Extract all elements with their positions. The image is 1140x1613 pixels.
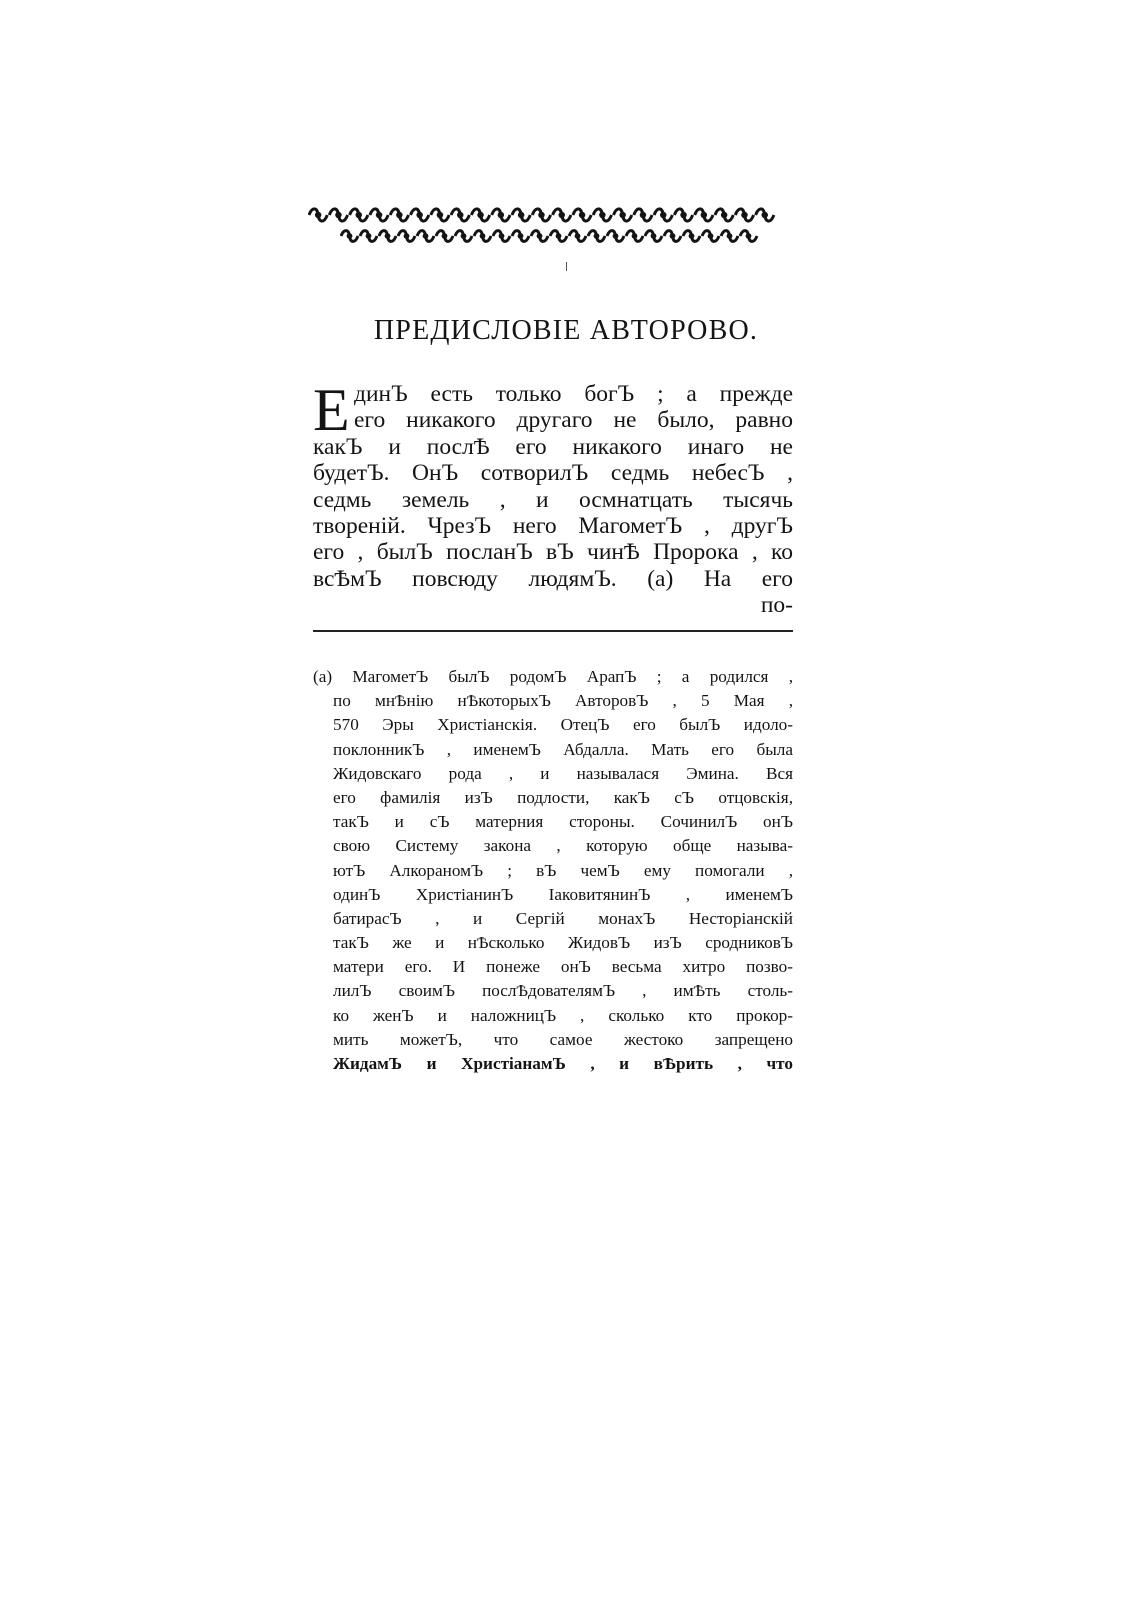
footnote-line: поклонникЪ , именемЪ Абдалла. Мать его была	[333, 739, 793, 759]
footnote-line: одинЪ ХристіанинЪ ІаковитянинЪ , именемЪ	[333, 884, 793, 904]
ornament-dot	[680, 212, 686, 218]
drop-cap: Е	[313, 377, 350, 443]
ornament-dot	[746, 233, 752, 239]
ornament-dot	[366, 233, 372, 239]
ornament-dot	[423, 233, 429, 239]
ornament-dot	[579, 212, 585, 218]
ornament-dot	[708, 233, 714, 239]
body-line: его никакого другаго не было, равно	[354, 407, 793, 434]
ornament-dot	[727, 233, 733, 239]
ornament-dot	[670, 233, 676, 239]
body-line: динЪ есть только богЪ ; а прежде	[354, 381, 793, 407]
ornament-dot	[689, 233, 695, 239]
footnote-line: такЪ и сЪ матерния стороны. СочинилЪ онЪ	[333, 812, 793, 832]
body-line: твореній. ЧрезЪ него МагометЪ , другЪ	[313, 512, 793, 539]
ornament-dot	[347, 233, 353, 239]
ornament-dot	[356, 212, 362, 218]
footnote-line: Жидовскаго рода , и называлася Эмина. Вся	[333, 763, 793, 783]
ornament-dot	[442, 233, 448, 239]
ornament-dot	[480, 233, 486, 239]
ornament-dot	[537, 233, 543, 239]
ornament-dot	[499, 233, 505, 239]
ornament-dot	[762, 212, 768, 218]
body-line: седмь земель , и осмнатцать тысячь	[313, 486, 793, 513]
footnote-line: свою Систему закона , которую обще называ-	[333, 836, 793, 856]
ornament-dot	[701, 212, 707, 218]
ornament-dot	[335, 212, 341, 218]
ornament-dot	[461, 233, 467, 239]
footnote-line: лилЪ своимЪ послѢдователямЪ , имѢть столь-	[333, 981, 793, 1001]
ornament-dot	[315, 212, 321, 218]
ornament-dot	[594, 233, 600, 239]
ornament-dot	[559, 212, 565, 218]
body-line: всѢмЪ повсюду людямЪ. (a) На его	[313, 565, 793, 592]
footnote	[313, 665, 793, 1076]
footnote-line: его фамилія изЪ подлости, какЪ сЪ отцовскія,	[333, 787, 793, 807]
ornament-dot	[404, 233, 410, 239]
ornament-dot	[538, 212, 544, 218]
ornament-dot	[518, 212, 524, 218]
ornament-dot	[518, 233, 524, 239]
body-line: какЪ и послѢ его никакого инаго не	[313, 433, 793, 460]
ornament-dot	[556, 233, 562, 239]
ornament-dot	[660, 212, 666, 218]
ornament-dot	[437, 212, 443, 218]
catchword: по-	[760, 592, 793, 619]
footnote-line: ко женЪ и наложницЪ , сколько кто прокор-	[333, 1005, 793, 1025]
body-line: будетЪ. ОнЪ сотворилЪ седмь небесЪ ,	[313, 460, 793, 487]
footnote-line: ЖидамЪ и ХристіанамЪ , и вѢрить , что	[333, 1054, 793, 1073]
ornament-dot	[640, 212, 646, 218]
stray-mark	[566, 262, 567, 271]
ornament-dot	[396, 212, 402, 218]
ornament-dot	[376, 212, 382, 218]
ornament-dot	[457, 212, 463, 218]
ornament-dot	[613, 233, 619, 239]
top-ornament-band	[308, 206, 795, 224]
footnote-line: по мнѢнію нѢкоторыхЪ АвторовЪ , 5 Мая ,	[333, 691, 793, 711]
ornament-dot	[416, 212, 422, 218]
body-text	[313, 377, 793, 619]
bottom-ornament-band	[340, 228, 759, 244]
ornament-dot	[632, 233, 638, 239]
ornament-dot	[498, 212, 504, 218]
footnote-line: мить можетЪ, что самое жестоко запрещено	[333, 1029, 793, 1049]
ornament-dot	[619, 212, 625, 218]
footnote-line: батирасЪ , и Сергій монахЪ Несторіанскій	[333, 908, 793, 928]
footnote-line: (a) МагометЪ былЪ родомЪ АрапЪ ; а родился ,	[313, 667, 793, 686]
ornament-dot	[385, 233, 391, 239]
page-title: ПРЕДИСЛОВІЕ АВТОРОВО.	[373, 315, 759, 346]
ornament-dot	[575, 233, 581, 239]
footnote-rule	[313, 630, 793, 632]
footnote-line: матери его. И понеже онЪ весьма хитро позво-	[333, 957, 793, 977]
ornament-dot	[651, 233, 657, 239]
footnote-line: 570 Эры Христіанскія. ОтецЪ его былЪ идоло-	[333, 715, 793, 735]
ornament-dot	[599, 212, 605, 218]
body-line: его , былЪ посланЪ вЪ чинѢ Пророка , ко	[313, 539, 793, 566]
footnote-line: ютЪ АлкораномЪ ; вЪ чемЪ ему помогали ,	[333, 860, 793, 880]
footnote-line: такЪ же и нѢсколько ЖидовЪ изЪ сродниковЪ	[333, 933, 793, 953]
ornament-dot	[721, 212, 727, 218]
ornament-dot	[477, 212, 483, 218]
ornament-dot	[741, 212, 747, 218]
